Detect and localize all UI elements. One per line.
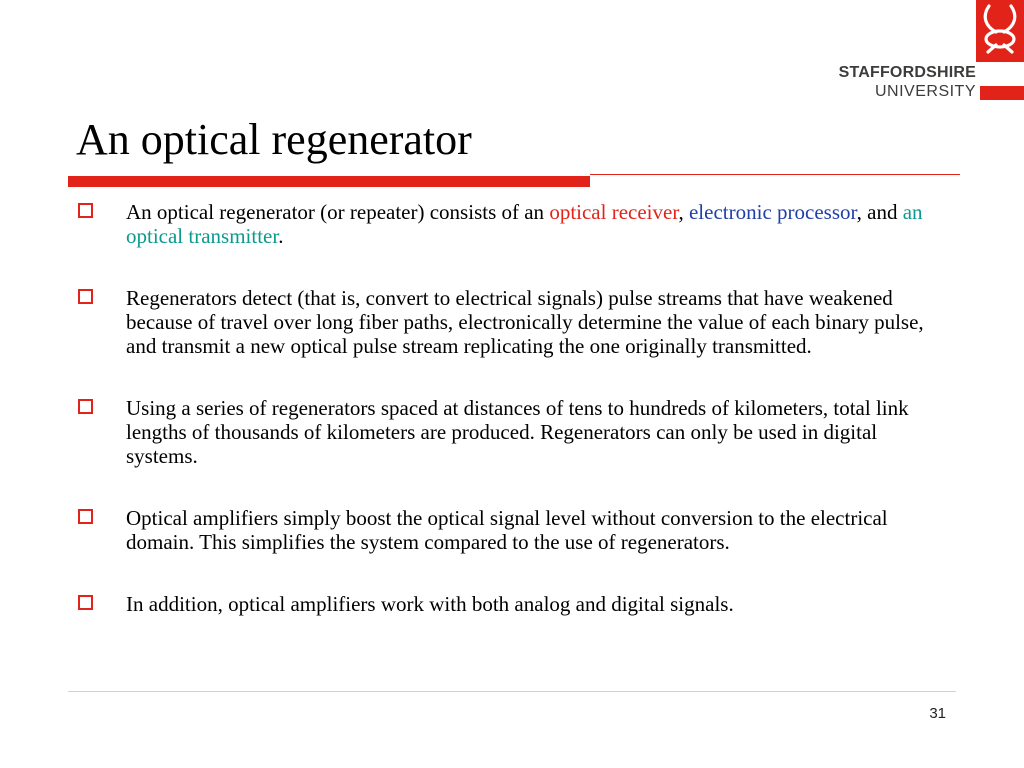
square-bullet-icon (78, 399, 93, 414)
highlight-optical-transmitter: an optical transmitter (126, 200, 923, 248)
logo-wordmark-line2: UNIVERSITY (874, 83, 976, 100)
logo-bar (980, 86, 1024, 100)
bullet-item (74, 506, 954, 554)
highlight-optical-receiver: optical receiver (549, 200, 679, 224)
footer-rule (68, 691, 956, 692)
square-bullet-icon (78, 203, 93, 218)
title-underline-thin (590, 174, 960, 175)
bullet-item (74, 286, 954, 358)
page-number: 31 (929, 705, 946, 722)
bullet-text: An optical regenerator (or repeater) consists of an optical receiver, electronic processor, and an optical transmitter. (126, 200, 923, 248)
square-bullet-icon (78, 595, 93, 610)
logo-mark (976, 0, 1024, 62)
square-bullet-icon (78, 509, 93, 524)
bullet-item (74, 592, 954, 616)
bullet-text: In addition, optical amplifiers work with both analog and digital signals. (126, 592, 734, 616)
bullet-text: Optical amplifiers simply boost the optical signal level without conversion to the electrical domain. This simplifies the system compared to the use of regenerators. (126, 506, 888, 554)
logo-wordmark-line1: STAFFORDSHIRE (838, 64, 976, 81)
slide-title: An optical regenerator (76, 115, 472, 164)
bullet-text: Using a series of regenerators spaced at distances of tens to hundreds of kilometers, total link lengths of thousands of kilometers are produced. Regenerators can only be used in digital systems. (126, 396, 909, 468)
bullet-list (74, 200, 954, 654)
title-underline-thick (68, 176, 590, 187)
staffordshire-knot-icon (976, 0, 1024, 62)
square-bullet-icon (78, 289, 93, 304)
university-logo (838, 0, 1024, 104)
highlight-electronic-processor: electronic processor (688, 200, 857, 224)
bullet-item (74, 396, 954, 468)
bullet-text: Regenerators detect (that is, convert to electrical signals) pulse streams that have weakened because of travel over long fiber paths, electronically determine the value of each binary pulse, and transmit a new optical pulse stream replicating the one originally transmitted. (126, 286, 924, 358)
bullet-item (74, 200, 954, 248)
